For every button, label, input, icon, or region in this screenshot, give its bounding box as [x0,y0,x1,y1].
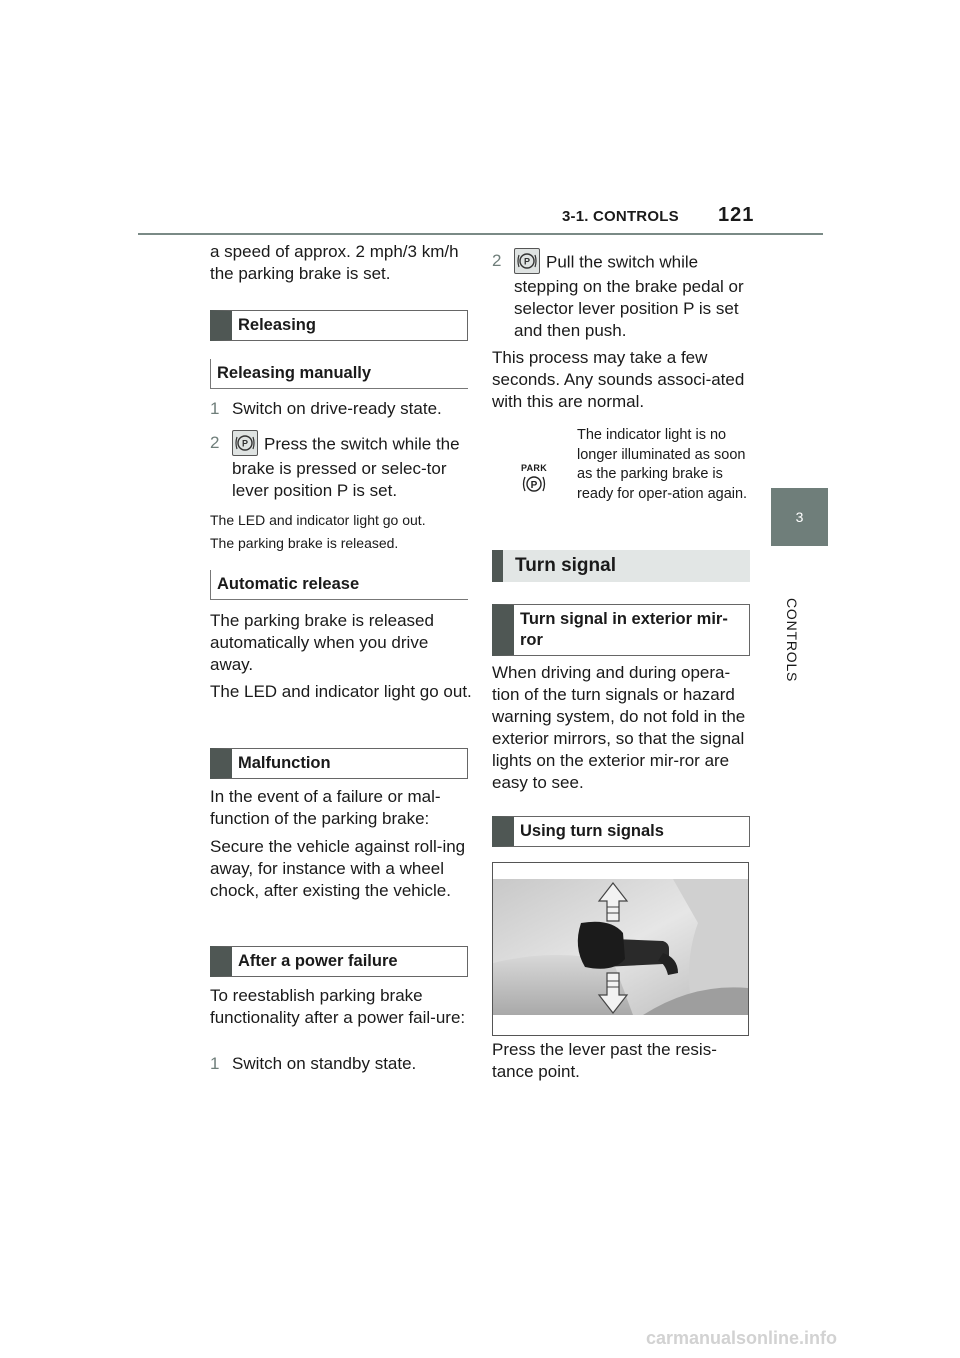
parking-brake-switch-icon [514,248,540,274]
heading-malfunction: Malfunction [210,748,468,779]
step-number: 1 [210,399,220,418]
turn-signal-lever-illustration [492,862,749,1036]
auto-led-text: The LED and indicator light go out. [210,682,472,701]
heading-releasing: Releasing [210,310,468,341]
step-text: Press the switch while the brake is pressed or selec-tor lever position P is set. [232,434,460,500]
heading-using-turn-signals: Using turn signals [492,816,750,847]
step-text: Switch on standby state. [232,1054,417,1073]
heading-turn-signal-mirror: Turn signal in exterior mir-ror [492,604,750,656]
chapter-number: 3 [795,509,804,525]
heading-automatic-release: Automatic release [210,570,468,600]
svg-text:P: P [241,438,249,449]
heading-releasing-manually: Releasing manually [210,359,468,389]
step-number: 2 [492,251,502,270]
svg-text:P: P [523,256,531,267]
power-failure-text: To reestablish parking brake functionality after a power fail-ure: [210,986,466,1027]
malfunction-text: In the event of a failure or mal-function of the parking brake: [210,787,441,828]
intro-text: a speed of approx. 2 mph/3 km/h the parking brake is set. [210,242,459,283]
svg-text:P: P [530,480,538,491]
section-title: 3-1. CONTROLS [562,208,679,225]
park-indicator-icon [512,463,556,497]
step-1 [210,398,480,420]
lever-text: Press the lever past the resis-tance point. [492,1040,717,1081]
heading-turn-signal: Turn signal [492,550,750,582]
secure-vehicle-text: Secure the vehicle against roll-ing away, for instance with a wheel chock, after existing the vehicle. [210,837,466,900]
step-text: Pull the switch while stepping on the brake pedal or selector lever position P is set and then push. [514,252,744,340]
step-text: Switch on drive-ready state. [232,399,442,418]
header-divider [138,233,823,235]
auto-release-text: The parking brake is released automatically when you drive away. [210,611,434,674]
heading-after-power-failure: After a power failure [210,946,468,977]
note-led: The LED and indicator light go out. [210,512,426,528]
power-failure-step-1 [210,1053,480,1075]
chapter-tab [771,488,828,546]
page-number: 121 [718,204,755,226]
watermark: carmanualsonline.info [646,1328,838,1348]
step-2 [210,432,472,502]
process-text: This process may take a few seconds. Any sounds associ-ated with this are normal. [492,348,745,411]
park-indicator-label: PARK [520,463,548,473]
indicator-caption: The indicator light is no longer illuminated as soon as the parking brake is ready for oper-ation again. [577,427,748,502]
parking-brake-switch-icon [232,430,258,456]
step-number: 2 [210,433,220,452]
mirror-text: When driving and during opera-tion of the turn signals or hazard warning system, do not fold in the exterior mirrors, so that the signal lights on the exterior mir-ror are easy to see. [492,663,746,792]
note-released: The parking brake is released. [210,535,399,551]
right-step-2 [492,250,754,342]
step-number: 1 [210,1054,220,1073]
chapter-label: CONTROLS [784,598,800,683]
